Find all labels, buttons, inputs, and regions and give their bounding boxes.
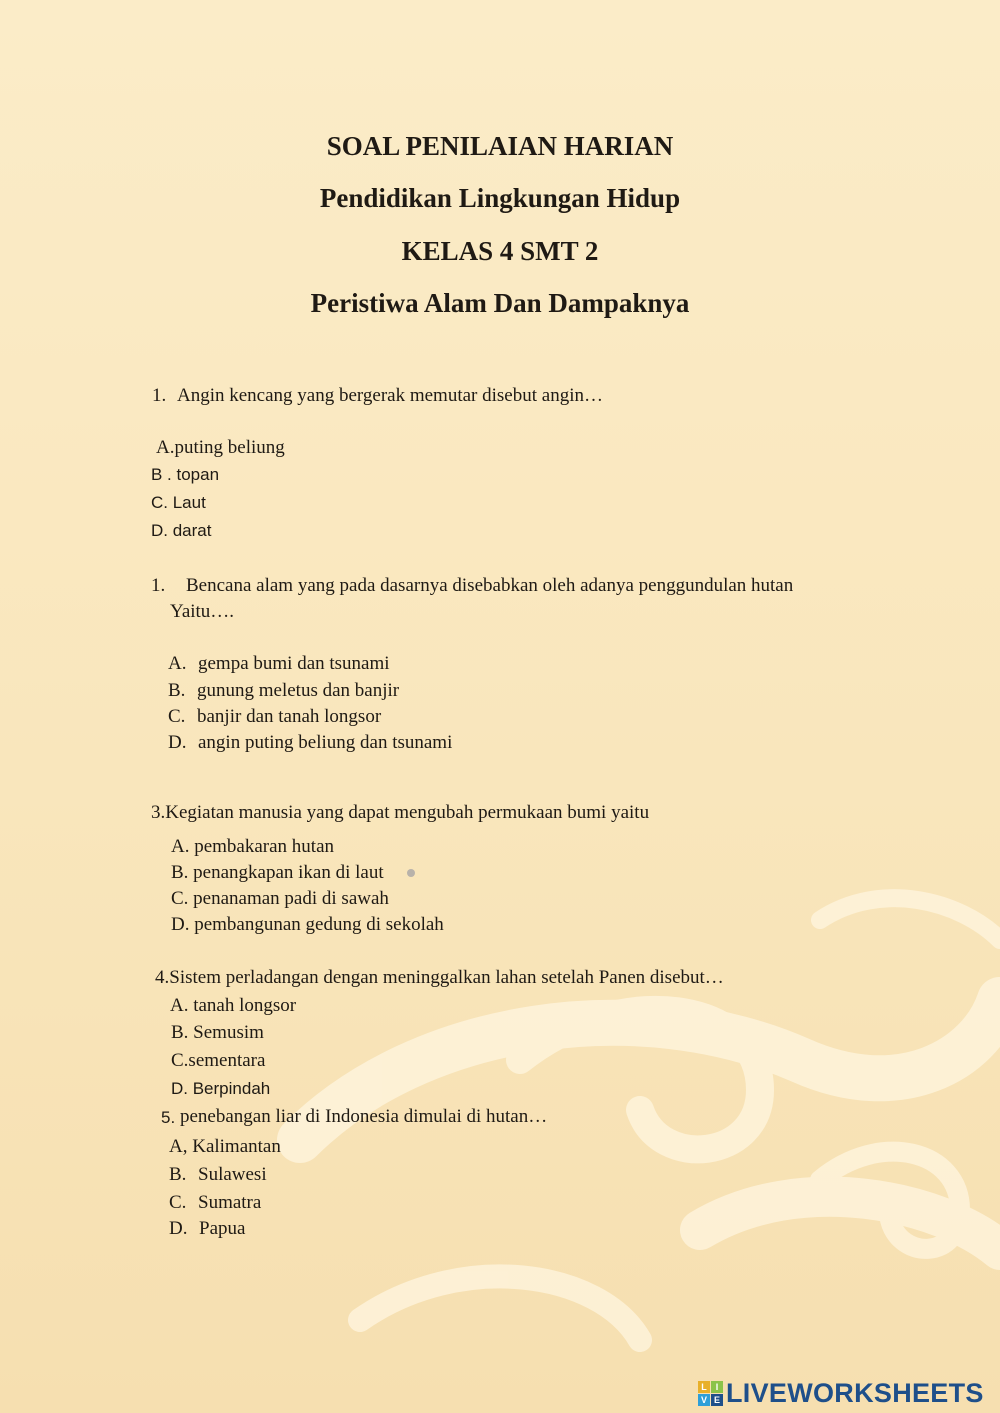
dot-marker-icon bbox=[407, 869, 415, 877]
liveworksheets-logo bbox=[698, 1378, 984, 1408]
answer-option-d[interactable]: D. pembangunan gedung di sekolah bbox=[171, 914, 444, 935]
question-text: 3.Kegiatan manusia yang dapat mengubah permukaan bumi yaitu bbox=[151, 802, 650, 823]
option-letter: D. bbox=[169, 1218, 188, 1239]
badge-letter: L bbox=[698, 1381, 710, 1393]
answer-option-a[interactable]: A, Kalimantan bbox=[169, 1136, 281, 1157]
worksheet-title: SOAL PENILAIAN HARIAN bbox=[326, 131, 674, 161]
question-number: 1. bbox=[152, 385, 167, 406]
question-text: penebangan liar di Indonesia dimulai di hutan… bbox=[180, 1106, 548, 1127]
option-text: angin puting beliung dan tsunami bbox=[198, 732, 453, 753]
option-letter: C. bbox=[168, 706, 186, 727]
live-badge-icon bbox=[698, 1381, 723, 1406]
option-letter: B. bbox=[168, 680, 186, 701]
question-text: Angin kencang yang bergerak memutar disebut angin… bbox=[177, 385, 603, 406]
option-letter: A. bbox=[168, 653, 187, 674]
option-letter: C. bbox=[169, 1192, 187, 1213]
option-text: Sumatra bbox=[198, 1192, 262, 1213]
answer-option-b[interactable]: B. Semusim bbox=[171, 1022, 264, 1043]
option-text: banjir dan tanah longsor bbox=[197, 706, 382, 727]
question-text-continued: Yaitu…. bbox=[170, 601, 235, 622]
topic-title: Peristiwa Alam Dan Dampaknya bbox=[310, 288, 690, 318]
badge-letter: I bbox=[711, 1381, 723, 1393]
answer-option-a[interactable]: A. tanah longsor bbox=[170, 995, 297, 1016]
answer-option-a[interactable]: A.puting beliung bbox=[156, 437, 285, 458]
question-text: Bencana alam yang pada dasarnya disebabkan oleh adanya penggundulan hutan bbox=[186, 575, 794, 596]
subject-title: Pendidikan Lingkungan Hidup bbox=[319, 183, 681, 213]
answer-option-b[interactable]: B . topan bbox=[151, 465, 220, 484]
option-letter: D. bbox=[168, 732, 187, 753]
answer-option-d[interactable]: D. darat bbox=[151, 521, 212, 540]
question-number: 1. bbox=[151, 575, 166, 596]
answer-option-c[interactable]: C.sementara bbox=[171, 1050, 266, 1071]
logo-text: LIVEWORKSHEETS bbox=[726, 1377, 984, 1408]
option-text: gunung meletus dan banjir bbox=[197, 680, 400, 701]
option-letter: B. bbox=[169, 1164, 187, 1185]
option-text: gempa bumi dan tsunami bbox=[198, 653, 390, 674]
answer-option-b[interactable]: B. penangkapan ikan di laut bbox=[171, 862, 384, 883]
answer-option-c[interactable]: C. penanaman padi di sawah bbox=[171, 888, 389, 909]
badge-letter: E bbox=[711, 1394, 723, 1406]
option-text: Sulawesi bbox=[198, 1164, 267, 1185]
badge-letter: V bbox=[698, 1394, 710, 1406]
answer-option-c[interactable]: C. Laut bbox=[151, 493, 206, 512]
question-number: 5. bbox=[161, 1108, 176, 1127]
class-title: KELAS 4 SMT 2 bbox=[401, 236, 599, 266]
question-text: 4.Sistem perladangan dengan meninggalkan lahan setelah Panen disebut… bbox=[155, 967, 724, 988]
answer-option-a[interactable]: A. pembakaran hutan bbox=[171, 836, 335, 857]
answer-option-d[interactable]: D. Berpindah bbox=[171, 1079, 271, 1098]
option-text: Papua bbox=[199, 1218, 246, 1239]
